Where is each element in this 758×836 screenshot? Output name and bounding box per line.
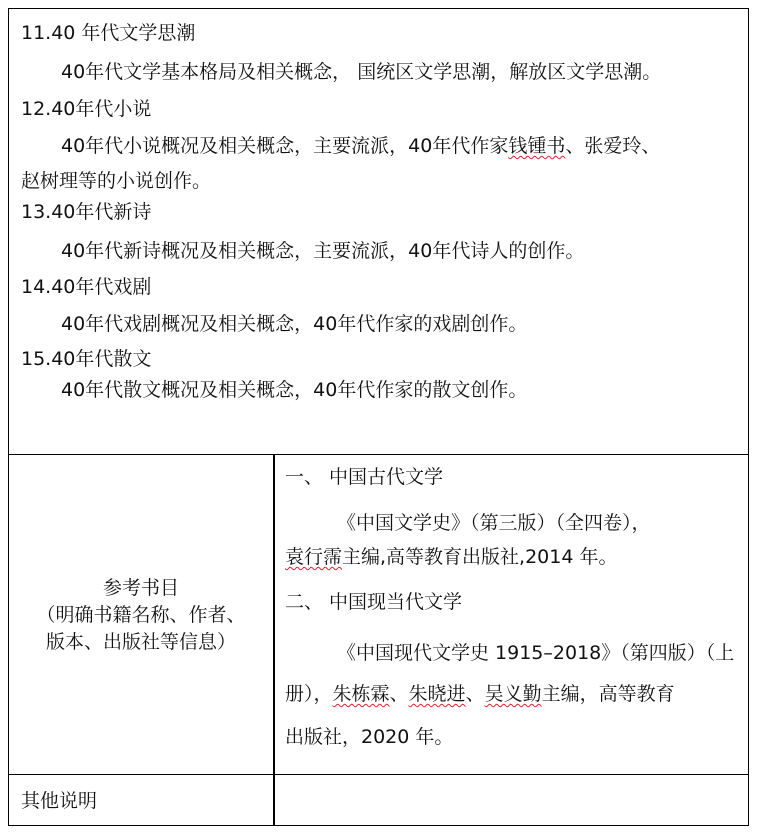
spellcheck-word: 吴义勤 — [484, 683, 542, 705]
section-heading: 15.40年代散文 — [21, 348, 152, 370]
section-body: 40年代散文概况及相关概念，40年代作家的散文创作。 — [61, 379, 528, 401]
references-label-note: （明确书籍名称、作者、 — [36, 603, 246, 626]
section-body-continued: 赵树理等的小说创作。 — [21, 170, 212, 192]
spellcheck-word: 朱栋霖 — [332, 683, 390, 705]
reference-entry: 《中国文学史》（第三版）（全四卷）， — [337, 512, 651, 534]
reference-entry-continued: 袁行霈主编,高等教育出版社,2014 年。 — [285, 546, 618, 568]
other-notes-label: 其他说明 — [21, 790, 98, 812]
syllabus-table — [8, 8, 749, 826]
other-notes-row — [9, 775, 748, 825]
reference-heading: 一、 中国古代文学 — [285, 466, 444, 488]
spellcheck-word: 钱锺书 — [508, 135, 566, 157]
section-heading: 12.40年代小说 — [21, 98, 152, 120]
references-row — [9, 455, 748, 775]
section-body: 40年代戏剧概况及相关概念，40年代作家的戏剧创作。 — [61, 313, 528, 335]
references-label: 参考书目 — [102, 576, 179, 599]
spellcheck-word: 朱晓进 — [408, 683, 466, 705]
content-cell — [9, 9, 748, 455]
reference-entry: 《中国现代文学史 1915–2018》（第四版）（上 — [337, 642, 735, 664]
section-heading: 11.40 年代文学思潮 — [21, 22, 196, 44]
reference-entry-continued: 出版社，2020 年。 — [285, 726, 454, 748]
spellcheck-word: 袁行霈 — [285, 546, 343, 568]
reference-heading: 二、 中国现当代文学 — [285, 591, 463, 613]
section-body: 40年代小说概况及相关概念，主要流派，40年代作家钱锺书、张爱玲、 — [61, 135, 661, 157]
column-divider — [273, 455, 275, 825]
references-label-note: 版本、出版社等信息） — [45, 630, 236, 653]
section-body: 40年代文学基本格局及相关概念， 国统区文学思潮，解放区文学思潮。 — [61, 61, 662, 83]
section-heading: 13.40年代新诗 — [21, 201, 152, 223]
reference-entry-continued: 册），朱栋霖、朱晓进、吴义勤主编，高等教育 — [285, 683, 675, 705]
section-heading: 14.40年代戏剧 — [21, 276, 152, 298]
section-body: 40年代新诗概况及相关概念，主要流派，40年代诗人的创作。 — [61, 240, 585, 262]
